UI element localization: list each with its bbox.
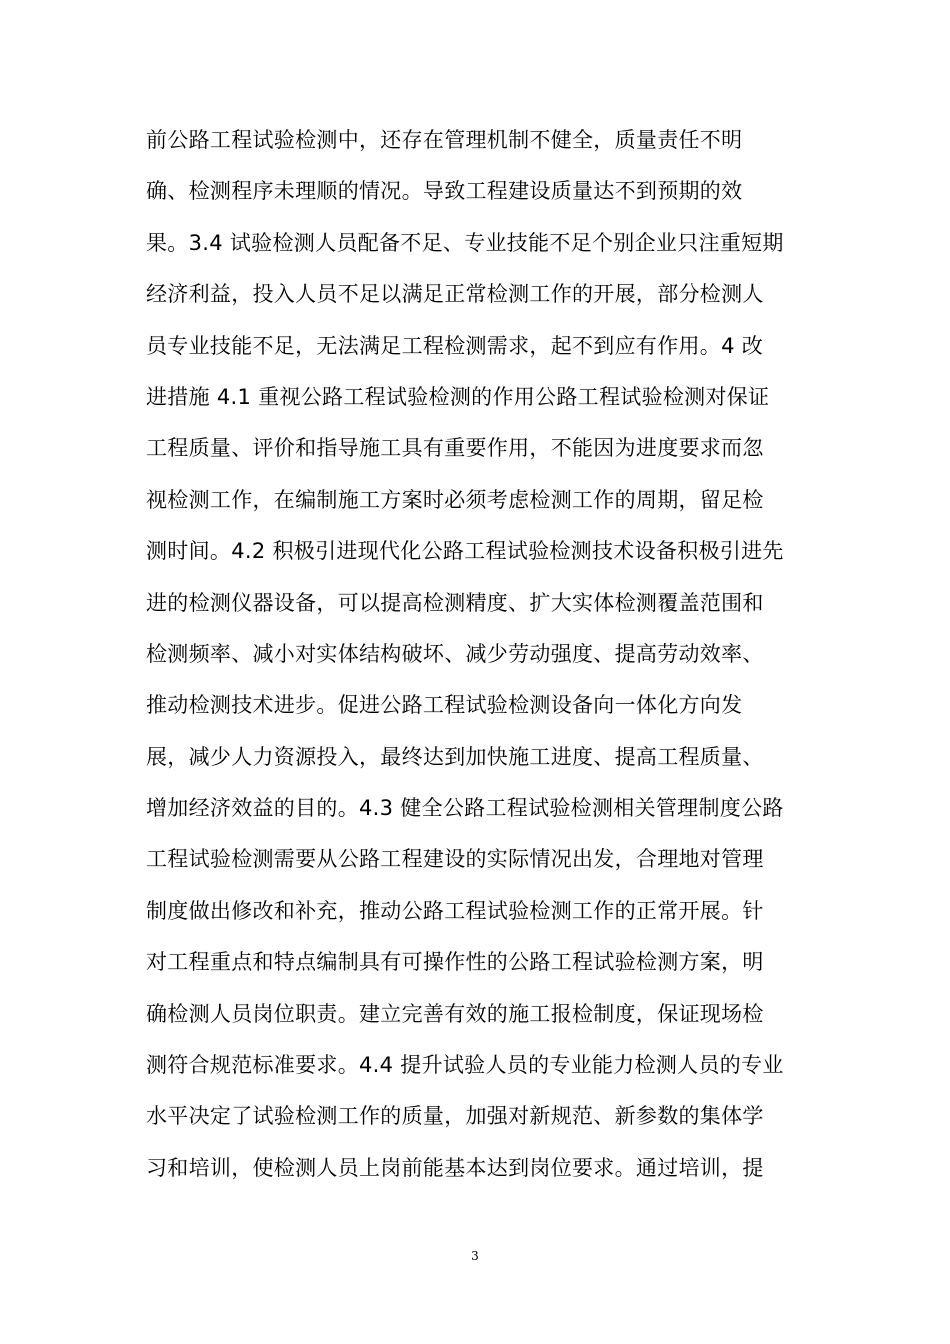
text-line: 工程试验检测需要从公路工程建设的实际情况出发，合理地对管理 (146, 847, 764, 872)
text-line: 增加经济效益的目的。4.3 健全公路工程试验检测相关管理制度公路 (146, 796, 784, 821)
text-line: 果。3.4 试验检测人员配备不足、专业技能不足个别企业只注重短期 (146, 230, 784, 255)
page-number: 3 (471, 1249, 479, 1263)
text-line: 进措施 4.1 重视公路工程试验检测的作用公路工程试验检测对保证 (146, 384, 770, 409)
text-line: 经济利益，投入人员不足以满足正常检测工作的开展，部分检测人 (146, 282, 764, 307)
text-line: 制度做出修改和补充，推动公路工程试验检测工作的正常开展。针 (146, 898, 764, 923)
text-line: 检测频率、减小对实体结构破坏、减少劳动强度、提高劳动效率、 (146, 641, 764, 666)
text-line: 测符合规范标准要求。4.4 提升试验人员的专业能力检测人员的专业 (146, 1053, 784, 1078)
text-line: 习和培训，使检测人员上岗前能基本达到岗位要求。通过培训，提 (146, 1155, 764, 1180)
text-line: 展，减少人力资源投入，最终达到加快施工进度、提高工程质量、 (146, 744, 764, 769)
text-line: 前公路工程试验检测中，还存在管理机制不健全，质量责任不明 (146, 128, 743, 152)
body-text (146, 115, 826, 1194)
text-line: 确、检测程序未理顺的情况。导致工程建设质量达不到预期的效 (146, 179, 743, 204)
text-line: 视检测工作，在编制施工方案时必须考虑检测工作的周期，留足检 (146, 487, 764, 512)
text-line: 员专业技能不足，无法满足工程检测需求，起不到应有作用。4 改 (146, 333, 764, 358)
text-line: 测时间。4.2 积极引进现代化公路工程试验检测技术设备积极引进先 (146, 539, 784, 564)
text-line: 对工程重点和特点编制具有可操作性的公路工程试验检测方案，明 (146, 950, 764, 975)
text-line: 工程质量、评价和指导施工具有重要作用，不能因为进度要求而忽 (146, 436, 764, 461)
text-line: 进的检测仪器设备，可以提高检测精度、扩大实体检测覆盖范围和 (146, 590, 764, 615)
text-line: 水平决定了试验检测工作的质量，加强对新规范、新参数的集体学 (146, 1104, 764, 1129)
text-line: 推动检测技术进步。促进公路工程试验检测设备向一体化方向发 (146, 693, 743, 718)
text-line: 确检测人员岗位职责。建立完善有效的施工报检制度，保证现场检 (146, 1001, 764, 1026)
